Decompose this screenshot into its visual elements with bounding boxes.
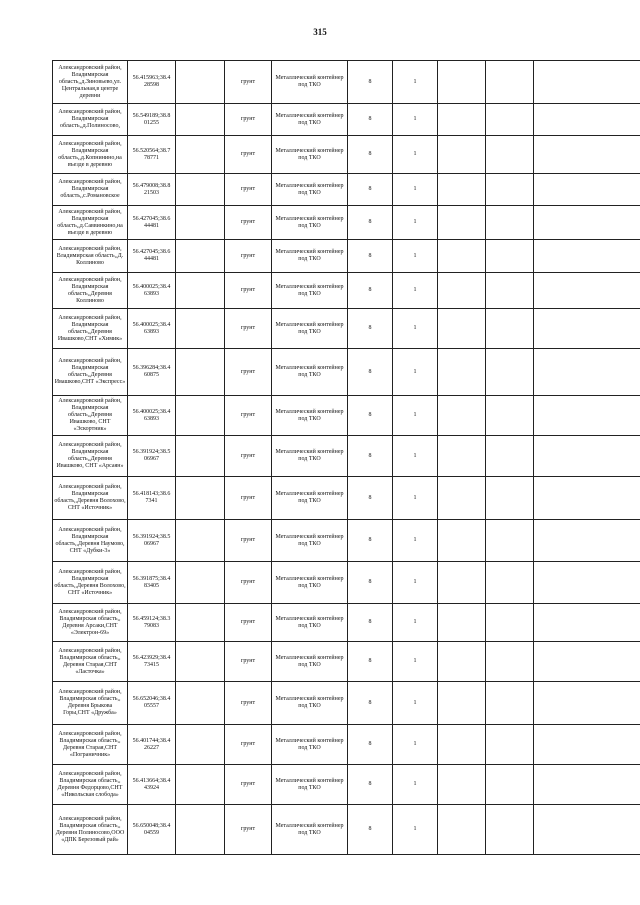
coordinates-cell: 56.650048;38.4 04559 [128,805,176,855]
empty-cell [176,136,225,174]
empty-cell [534,642,640,682]
empty-cell [486,765,534,805]
location-cell: Александровский район, Владимирская область,,Деревня Ивашково,СНТ «Химик» [53,309,128,349]
container-type-cell: Металлический контейнер под ТКО [272,477,348,520]
coordinates-cell: 56.549189;38.8 01255 [128,104,176,136]
empty-cell [176,725,225,765]
empty-cell [534,136,640,174]
coordinates-cell: 56.418143;38.6 7341 [128,477,176,520]
empty-cell [176,520,225,562]
empty-cell [534,725,640,765]
count-cell: 1 [393,805,438,855]
empty-cell [176,805,225,855]
empty-cell [438,240,486,273]
location-cell: Александровский район, Владимирская область,,Деревня Коллиново [53,273,128,309]
empty-cell [534,805,640,855]
empty-cell [534,765,640,805]
container-type-cell: Металлический контейнер под ТКО [272,206,348,240]
location-cell: Александровский район, Владимирская область,, Деревня Брыкова Горы,СНТ «Дружба» [53,682,128,725]
location-cell: Александровский район, Владимирская область,, Деревня Арсаки,СНТ «Электрон-69» [53,604,128,642]
count-cell: 1 [393,765,438,805]
empty-cell [486,104,534,136]
empty-cell [438,61,486,104]
table-row [53,562,640,604]
empty-cell [534,104,640,136]
empty-cell [486,136,534,174]
surface-cell: грунт [225,642,272,682]
container-type-cell: Металлический контейнер под ТКО [272,240,348,273]
empty-cell [438,642,486,682]
table-row [53,396,640,436]
empty-cell [176,765,225,805]
surface-cell: грунт [225,104,272,136]
count-cell: 1 [393,436,438,477]
empty-cell [176,436,225,477]
page-number: 315 [313,27,327,37]
coordinates-cell: 56.400025;38.4 63893 [128,309,176,349]
empty-cell [534,477,640,520]
count-cell: 1 [393,520,438,562]
surface-cell: грунт [225,136,272,174]
coordinates-cell: 56.427045;38.6 44481 [128,240,176,273]
container-type-cell: Металлический контейнер под ТКО [272,805,348,855]
empty-cell [438,477,486,520]
container-type-cell: Металлический контейнер под ТКО [272,104,348,136]
table-row [53,725,640,765]
table-row [53,765,640,805]
container-type-cell: Металлический контейнер под ТКО [272,682,348,725]
empty-cell [486,206,534,240]
container-type-cell: Металлический контейнер под ТКО [272,725,348,765]
volume-cell: 8 [348,136,393,174]
table-row [53,136,640,174]
empty-cell [176,642,225,682]
surface-cell: грунт [225,765,272,805]
empty-cell [176,396,225,436]
empty-cell [176,174,225,206]
empty-cell [438,520,486,562]
empty-cell [438,349,486,396]
container-type-cell: Металлический контейнер под ТКО [272,604,348,642]
empty-cell [486,520,534,562]
empty-cell [534,309,640,349]
table-row [53,273,640,309]
empty-cell [486,805,534,855]
empty-cell [176,240,225,273]
coordinates-cell: 56.401744;38.4 26227 [128,725,176,765]
empty-cell [176,206,225,240]
location-cell: Александровский район, Владимирская область,, Деревня Старая,СНТ «Пограничник» [53,725,128,765]
empty-cell [438,725,486,765]
empty-cell [176,604,225,642]
empty-cell [176,349,225,396]
location-cell: Александровский район, Владимирская область,, Деревня Федорцово,СНТ «Никольская слобода» [53,765,128,805]
location-cell: Александровский район, Владимирская область,,д.Зиновьево,ул. Центральная,в центре деревни [53,61,128,104]
table-row [53,349,640,396]
surface-cell: грунт [225,349,272,396]
location-cell: Александровский район, Владимирская область,,Деревня Ивашково, СНТ «Арсаян» [53,436,128,477]
location-cell: Александровский район, Владимирская область,, Деревня Старая,СНТ «Ласточка» [53,642,128,682]
surface-cell: грунт [225,725,272,765]
empty-cell [438,396,486,436]
count-cell: 1 [393,240,438,273]
surface-cell: грунт [225,240,272,273]
coordinates-cell: 56.652046;38.4 05557 [128,682,176,725]
container-type-cell: Металлический контейнер под ТКО [272,349,348,396]
container-type-cell: Металлический контейнер под ТКО [272,562,348,604]
container-type-cell: Металлический контейнер под ТКО [272,136,348,174]
count-cell: 1 [393,725,438,765]
table-row [53,309,640,349]
empty-cell [486,240,534,273]
count-cell: 1 [393,104,438,136]
empty-cell [438,805,486,855]
empty-cell [486,562,534,604]
empty-cell [534,562,640,604]
volume-cell: 8 [348,206,393,240]
location-cell: Александровский район, Владимирская область,,д.Полиносово, [53,104,128,136]
surface-cell: грунт [225,396,272,436]
table-row [53,682,640,725]
empty-cell [438,682,486,725]
table-body [53,61,640,855]
empty-cell [176,273,225,309]
location-cell: Александровский район, Владимирская область,, Деревня Полиносово,ООО «ДПК Березовый рай» [53,805,128,855]
surface-cell: грунт [225,520,272,562]
volume-cell: 8 [348,725,393,765]
empty-cell [438,206,486,240]
empty-cell [176,309,225,349]
empty-cell [534,61,640,104]
volume-cell: 8 [348,642,393,682]
count-cell: 1 [393,349,438,396]
volume-cell: 8 [348,240,393,273]
coordinates-cell: 56.391875;38.4 83405 [128,562,176,604]
table-row [53,436,640,477]
surface-cell: грунт [225,206,272,240]
location-cell: Александровский район, Владимирская область,,д.Саввинкино,на въезде в деревню [53,206,128,240]
empty-cell [438,136,486,174]
coordinates-cell: 56.391924;38.5 06967 [128,436,176,477]
empty-cell [486,396,534,436]
count-cell: 1 [393,396,438,436]
empty-cell [486,273,534,309]
surface-cell: грунт [225,682,272,725]
volume-cell: 8 [348,273,393,309]
coordinates-cell: 56.459124;38.3 79083 [128,604,176,642]
empty-cell [534,682,640,725]
location-cell: Александровский район, Владимирская область,,Деревня Волохово, СНТ «Источник» [53,477,128,520]
empty-cell [486,309,534,349]
container-type-cell: Металлический контейнер под ТКО [272,436,348,477]
table-row [53,104,640,136]
container-type-cell: Металлический контейнер под ТКО [272,642,348,682]
count-cell: 1 [393,136,438,174]
volume-cell: 8 [348,61,393,104]
count-cell: 1 [393,562,438,604]
container-type-cell: Металлический контейнер под ТКО [272,520,348,562]
empty-cell [534,349,640,396]
coordinates-cell: 56.391924;38.5 06967 [128,520,176,562]
empty-cell [176,104,225,136]
empty-cell [486,725,534,765]
coordinates-cell: 56.400025;38.4 63893 [128,396,176,436]
volume-cell: 8 [348,174,393,206]
coordinates-cell: 56.479008;38.8 21503 [128,174,176,206]
volume-cell: 8 [348,436,393,477]
coordinates-cell: 56.413664;38.4 43924 [128,765,176,805]
container-type-cell: Металлический контейнер под ТКО [272,174,348,206]
volume-cell: 8 [348,805,393,855]
container-type-cell: Металлический контейнер под ТКО [272,765,348,805]
empty-cell [486,61,534,104]
empty-cell [534,520,640,562]
surface-cell: грунт [225,273,272,309]
table-row [53,174,640,206]
coordinates-cell: 56.423929;38.4 73415 [128,642,176,682]
empty-cell [176,682,225,725]
table-row [53,805,640,855]
table-row [53,240,640,273]
surface-cell: грунт [225,61,272,104]
container-type-cell: Металлический контейнер под ТКО [272,61,348,104]
volume-cell: 8 [348,477,393,520]
empty-cell [176,562,225,604]
table-row [53,642,640,682]
container-type-cell: Металлический контейнер под ТКО [272,309,348,349]
empty-cell [438,309,486,349]
empty-cell [176,61,225,104]
surface-cell: грунт [225,562,272,604]
count-cell: 1 [393,642,438,682]
empty-cell [486,436,534,477]
count-cell: 1 [393,477,438,520]
table-row [53,477,640,520]
surface-cell: грунт [225,309,272,349]
empty-cell [438,765,486,805]
surface-cell: грунт [225,477,272,520]
empty-cell [486,604,534,642]
waste-sites-table [52,60,640,855]
volume-cell: 8 [348,104,393,136]
empty-cell [486,682,534,725]
surface-cell: грунт [225,604,272,642]
volume-cell: 8 [348,349,393,396]
empty-cell [438,562,486,604]
volume-cell: 8 [348,604,393,642]
location-cell: Александровский район, Владимирская область,,Деревня Ивашково, СНТ «Эскортник» [53,396,128,436]
location-cell: Александровский район, Владимирская область,,д.Копнинино,на въезде в деревню [53,136,128,174]
surface-cell: грунт [225,436,272,477]
coordinates-cell: 56.396284;38.4 60875 [128,349,176,396]
volume-cell: 8 [348,765,393,805]
table-row [53,520,640,562]
count-cell: 1 [393,61,438,104]
table-row [53,206,640,240]
empty-cell [534,604,640,642]
table-row [53,604,640,642]
location-cell: Александровский район, Владимирская область,,Д. Коллиново [53,240,128,273]
count-cell: 1 [393,309,438,349]
volume-cell: 8 [348,396,393,436]
empty-cell [486,174,534,206]
location-cell: Александровский район, Владимирская область,,Деревня Ивашково,СНТ «Экспресс» [53,349,128,396]
empty-cell [438,604,486,642]
coordinates-cell: 56.400025;38.4 63893 [128,273,176,309]
empty-cell [438,273,486,309]
empty-cell [534,174,640,206]
location-cell: Александровский район, Владимирская область,,Деревня Наумово, СНТ «Дубки-3» [53,520,128,562]
coordinates-cell: 56.520564;38.7 78771 [128,136,176,174]
surface-cell: грунт [225,805,272,855]
surface-cell: грунт [225,174,272,206]
empty-cell [486,477,534,520]
location-cell: Александровский район, Владимирская область,,Деревня Волохово, СНТ «Источник» [53,562,128,604]
count-cell: 1 [393,273,438,309]
empty-cell [438,104,486,136]
empty-cell [534,396,640,436]
empty-cell [534,436,640,477]
count-cell: 1 [393,174,438,206]
empty-cell [534,240,640,273]
count-cell: 1 [393,682,438,725]
volume-cell: 8 [348,562,393,604]
coordinates-cell: 56.415963;38.4 28598 [128,61,176,104]
table-row [53,61,640,104]
volume-cell: 8 [348,520,393,562]
volume-cell: 8 [348,309,393,349]
count-cell: 1 [393,604,438,642]
container-type-cell: Металлический контейнер под ТКО [272,396,348,436]
empty-cell [438,174,486,206]
empty-cell [486,642,534,682]
empty-cell [486,349,534,396]
location-cell: Александровский район, Владимирская область,,с.Романовское [53,174,128,206]
empty-cell [438,436,486,477]
empty-cell [534,206,640,240]
empty-cell [534,273,640,309]
empty-cell [176,477,225,520]
count-cell: 1 [393,206,438,240]
coordinates-cell: 56.427045;38.6 44481 [128,206,176,240]
volume-cell: 8 [348,682,393,725]
container-type-cell: Металлический контейнер под ТКО [272,273,348,309]
